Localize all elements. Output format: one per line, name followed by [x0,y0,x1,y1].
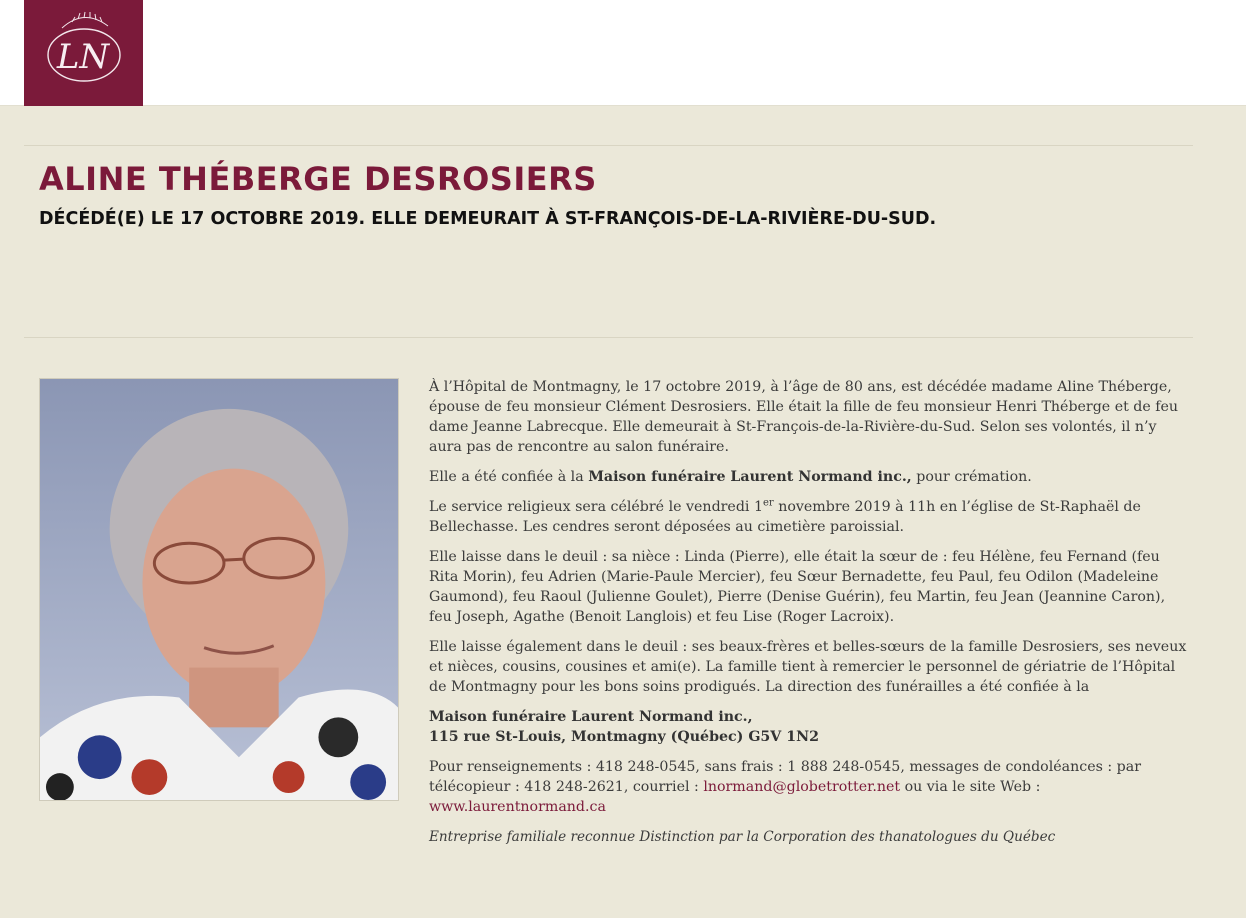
paragraph-announcement: À l’Hôpital de Montmagny, le 17 octobre 2019, à l’âge de 80 ans, est décédée madame Aline Théberge, épouse de feu monsieur Clément Desrosiers. Elle était la fille de feu monsieur Henri Théberge et de feu dame Jeanne Labrecque. Elle demeurait à St-François-de-la-Rivière-du-Sud. Selon ses volontés, il n’y aura pas de rencontre au salon funéraire. [429,379,1179,455]
paragraph-service [429,497,1189,537]
divider-top [24,145,1193,146]
text: ou via le site Web : [900,779,1041,795]
obituary-subtitle: DÉCÉDÉ(E) LE 17 OCTOBRE 2019. ELLE DEMEURAIT À ST-FRANÇOIS-DE-LA-RIVIÈRE-DU-SUD. [39,209,937,229]
funeral-home-address [429,707,1189,747]
ordinal-suffix: er [763,497,774,509]
portrait-image [40,379,398,800]
paragraph-cremation [429,467,1189,487]
svg-text:LN: LN [56,37,110,77]
text: Pour renseignements : 418 248-0545, sans frais : 1 888 248-0545, messages de condoléances : par télécopieur : 418 248-2621, courriel : [429,759,1141,795]
top-bar [0,0,1246,106]
text: pour crémation. [911,469,1032,485]
website-link[interactable]: www.laurentnormand.ca [429,799,606,815]
address-line-1: Maison funéraire Laurent Normand inc., [429,709,753,725]
divider-bottom [24,337,1193,338]
paragraph-family-extended: Elle laisse également dans le deuil : ses beaux-frères et belles-sœurs de la famille Desrosiers, ses neveux et nièces, cousins, cousines et ami(e). La famille tient à remercier le personnel de gériatrie de l’Hôpital de Montmagny pour les bons soins prodigués. La direction des funérailles a été confiée à la [429,639,1187,695]
logo-monogram-icon [24,0,143,106]
deceased-photo [39,378,399,801]
obituary-body [429,377,1189,857]
paragraph-family: Elle laisse dans le deuil : sa nièce : Linda (Pierre), elle était la sœur de : feu Hélène, feu Fernand (feu Rita Morin), feu Adrien (Marie-Paule Mercier), feu Sœur Bernadette, feu Paul, feu Odilon (Madeleine Gaumond), feu Raoul (Julienne Goulet), Pierre (Denise Guérin), feu Martin, feu Jean (Jeannine Caron), feu Joseph, Agathe (Benoit Langlois) et feu Lise (Roger Lacroix). [429,549,1166,625]
paragraph-contact [429,757,1189,817]
email-link[interactable]: lnormand@globetrotter.net [703,779,901,795]
text: novembre 2019 à 11h en l’église de St-Raphaël de Bellechasse. Les cendres seront déposées au cimetière paroissial. [429,499,1141,535]
site-logo[interactable] [24,0,143,106]
address-line-2: 115 rue St-Louis, Montmagny (Québec) G5V 1N2 [429,729,819,745]
funeral-home-name: Maison funéraire Laurent Normand inc., [588,469,912,485]
obituary-name: ALINE THÉBERGE DESROSIERS [39,160,597,198]
footer-note: Entreprise familiale reconnue Distinction par la Corporation des thanatologues du Québec [429,829,1056,845]
text: Le service religieux sera célébré le vendredi 1 [429,499,763,515]
text: Elle a été confiée à la [429,469,589,485]
